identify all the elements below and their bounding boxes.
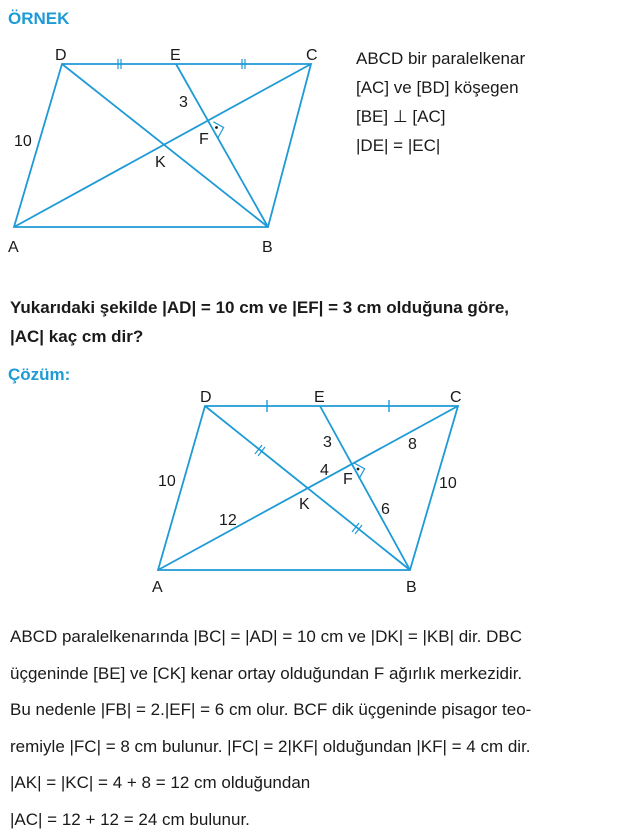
- cozum-heading: Çözüm:: [8, 365, 71, 384]
- label-f: F: [199, 131, 209, 148]
- solution-text: [10, 619, 531, 839]
- solution-line: ABCD paralelkenarında |BC| = |AD| = 10 cm ve |DK| = |KB| dir. DBC: [10, 627, 523, 646]
- label-k: K: [155, 154, 166, 171]
- solution-line: üçgeninde [BE] ve [CK] kenar ortay olduğundan F ağırlık merkezidir.: [10, 663, 523, 683]
- value-ef: 3: [323, 434, 332, 451]
- label-a: A: [152, 579, 163, 596]
- givens-list: [356, 44, 525, 160]
- diagonal-bd: [205, 406, 410, 570]
- right-angle-dot: [357, 468, 360, 471]
- given-line: ABCD bir paralelkenar: [356, 49, 526, 68]
- right-angle-dot: [215, 126, 218, 129]
- right-angle-mark: [213, 122, 223, 138]
- diagonal-bd: [62, 64, 268, 227]
- value-kf: 4: [320, 462, 329, 479]
- given-line: [AC] ve [BD] köşegen: [356, 78, 519, 97]
- value-fc: 8: [408, 436, 417, 453]
- value-ad: 10: [158, 473, 176, 490]
- solution-line: Bu nedenle |FB| = 2.|EF| = 6 cm olur. BCF dik üçgeninde pisagor teo-: [10, 700, 532, 720]
- label-b: B: [406, 579, 417, 596]
- label-ef: 3: [179, 94, 188, 111]
- label-ad: 10: [14, 133, 32, 150]
- segment-eb: [320, 406, 410, 570]
- given-line: [BE] ⊥ [AC]: [356, 107, 446, 126]
- label-b: B: [262, 239, 273, 256]
- question-text: [10, 293, 509, 351]
- figure-1-parallelogram: [0, 40, 340, 260]
- value-fb: 6: [381, 501, 390, 518]
- value-bc: 10: [439, 475, 457, 492]
- label-f: F: [343, 471, 353, 488]
- solution-line: remiyle |FC| = 8 cm bulunur. |FC| = 2|KF| olduğundan |KF| = 4 cm dir.: [10, 736, 531, 756]
- label-c: C: [306, 47, 318, 64]
- label-e: E: [170, 47, 181, 64]
- ornek-heading: ÖRNEK: [8, 9, 70, 28]
- label-e: E: [314, 389, 325, 406]
- label-d: D: [200, 389, 212, 406]
- label-d: D: [55, 47, 67, 64]
- given-line: |DE| = |EC|: [356, 136, 441, 155]
- segment-eb: [176, 64, 268, 227]
- diagonal-ac: [14, 64, 311, 227]
- figure-2-parallelogram: [140, 384, 480, 599]
- solution-line: |AC| = 12 + 12 = 24 cm bulunur.: [10, 809, 250, 829]
- question-line: Yukarıdaki şekilde |AD| = 10 cm ve |EF| = 3 cm olduğuna göre,: [10, 298, 509, 317]
- label-c: C: [450, 389, 462, 406]
- question-line: |AC| kaç cm dir?: [10, 327, 144, 346]
- solution-line: |AK| = |KC| = 4 + 8 = 12 cm olduğundan: [10, 773, 311, 793]
- label-k: K: [299, 496, 310, 513]
- label-a: A: [8, 239, 19, 256]
- value-ak: 12: [219, 512, 237, 529]
